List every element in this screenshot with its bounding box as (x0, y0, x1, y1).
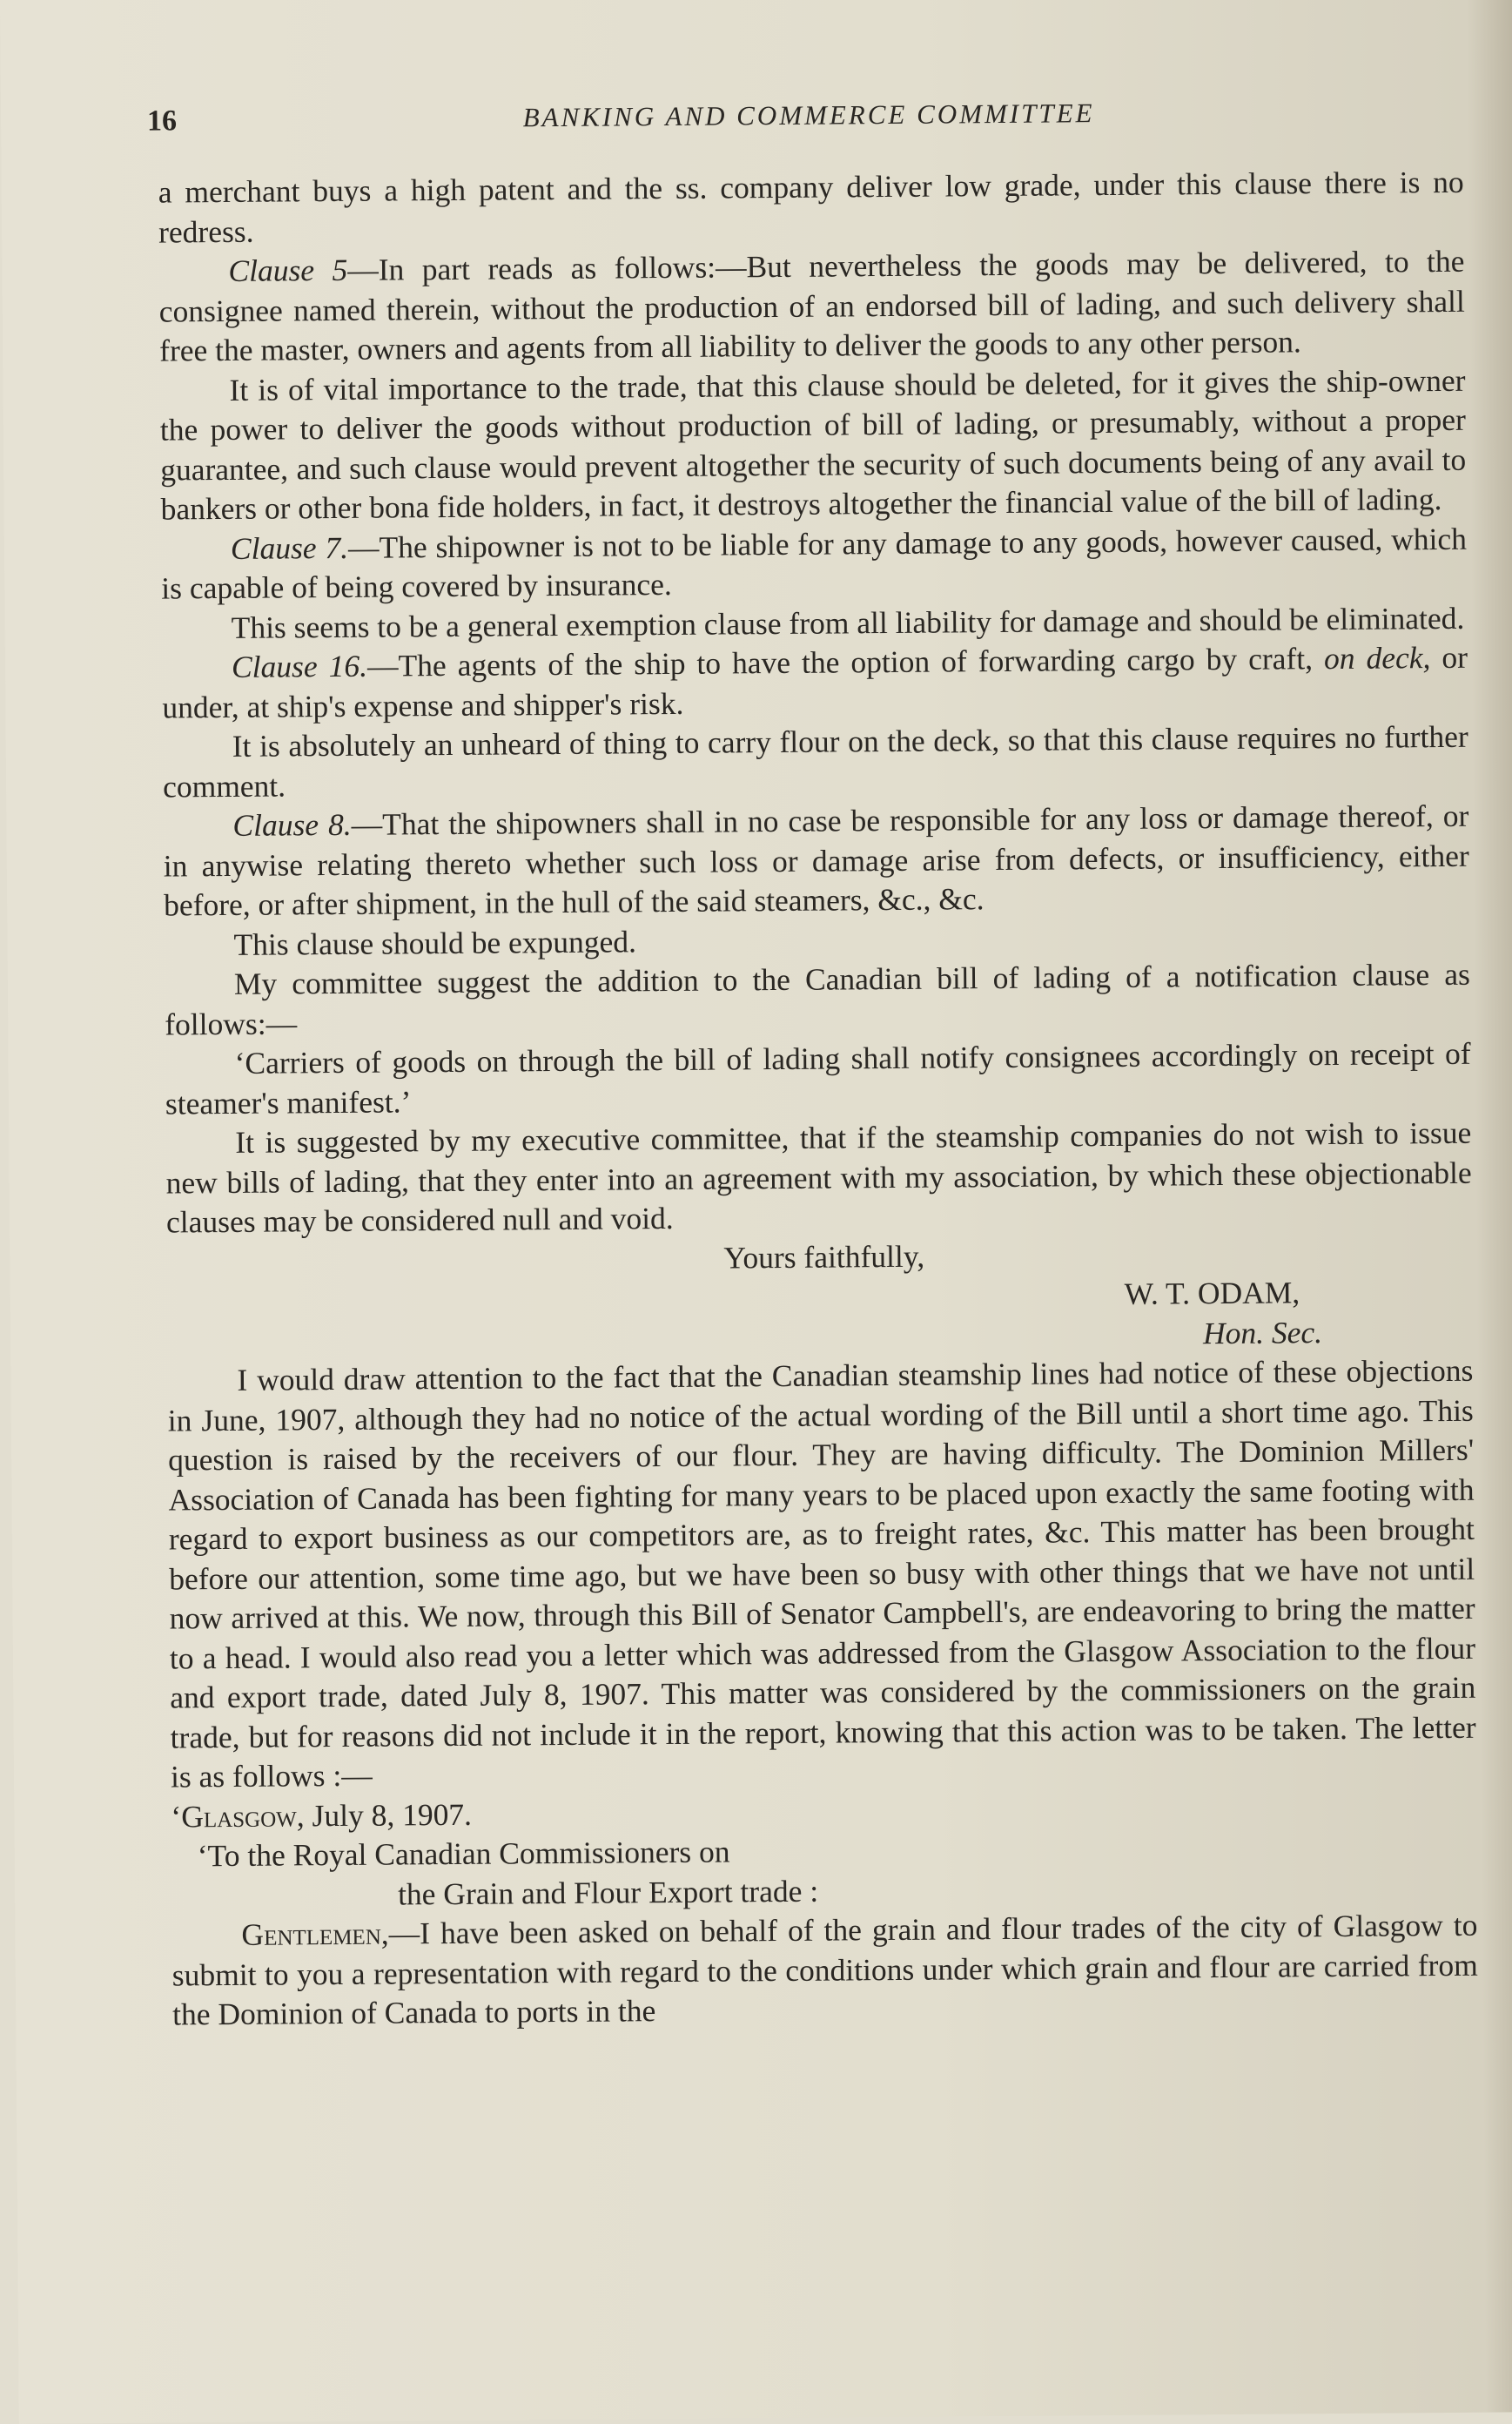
salutation: Gentlemen, (241, 1916, 389, 1952)
clause-7-label: Clause 7. (230, 529, 349, 566)
clause-16-text-a: —The agents of the ship to have the option of forwarding cargo by craft, (366, 641, 1325, 683)
clause-8-label: Clause 8. (232, 806, 352, 843)
paragraph-clause-16 (162, 638, 1468, 728)
address-line-1: ‘To the Royal Canadian Commissioners on (197, 1834, 730, 1874)
address-line-2: the Grain and Flour Export trade : (397, 1873, 819, 1911)
running-head: BANKING AND COMMERCE COMMITTEE (522, 98, 1095, 133)
paragraph-draw-attention: I would draw attention to the fact that the Canadian steamship lines had notice of these objections in June, 1907, although they had no notice of the actual wording of the Bill until a short time ago. This question is raised by the receivers of our flour. They are having difficulty. The Dominion Millers' Association of Canada has been fighting for many years to be placed upon exactly the same footing with regard to export business as our competitors are, as to freight rates, &c. This matter has been brought before our attention, some time ago, but we have been so busy with other things that we have not until now arrived at this. We now, through this Bill of Senator Campbell's, are endeavoring to bring the matter to a head. I would also read you a letter which was addressed from the Glasgow Association to the flour and export trade, dated July 8, 1907. This matter was considered by the commissioners on the grain trade, but for reasons did not include it in the report, knowing that this action was to be taken. The letter is as follows :— (167, 1352, 1476, 1794)
date-open-quote: ‘ (171, 1798, 182, 1835)
clause-8-text: —That the shipowners shall in no case be responsible for any loss or damage thereof, or in anywise relating thereto whether such loss or damage arise from defects, or insufficiency, either before, or after shipment, in the hull of the said steamers, &c., &c. (163, 798, 1469, 923)
clause-5-text: —In part reads as follows:—But nevertheless the goods may be delivered, to the consignee named therein, without the production of an endorsed bill of lading, and such delivery shall free the master, owners and agents from all liability to deliver the goods to any other person. (158, 243, 1465, 368)
paragraph-clause-5 (158, 242, 1465, 371)
date-rest: July 8, 1907. (304, 1796, 473, 1833)
clause-16-on-deck: on deck, (1323, 640, 1431, 677)
paragraph-expunged: This clause should be expunged. (233, 923, 637, 962)
clause-5-label: Clause 5 (228, 252, 348, 288)
clause-16-text-b: or under, at ship's expense and shipper's risk. (162, 639, 1468, 725)
paragraph-unheard-of: It is absolutely an unheard of thing to carry flour on the deck, so that this clause requires no further comment. (162, 718, 1468, 805)
paragraph-vital-importance: It is of vital importance to the trade, that this clause should be deleted, for it gives the ship-owner the power to deliver the goods without production of bill of lading, or presumably, without a proper guarantee, and such clause would prevent altogether the security of such documents being of any avail to bankers or other bona fide holders, in fact, it destroys altogether the financial value of the bill of lading. (159, 362, 1467, 527)
paragraph-executive-committee: It is suggested by my executive committee, that if the steamship companies do not wish to issue new bills of lading, that they enter into an agreement with my association, by which these objectionable clauses may be considered null and void. (165, 1114, 1472, 1240)
date-place: Glasgow, (181, 1797, 305, 1834)
closing-yours-faithfully: Yours faithfully, (723, 1238, 925, 1276)
paragraph-merchant: a merchant buys a high patent and the ss. company deliver low grade, under this clause there is no redress. (158, 164, 1464, 250)
paragraph-gentlemen (171, 1906, 1478, 2035)
clause-7-text: —The shipowner is not to be liable for any damage to any goods, however caused, which is capable of being covered by insurance. (161, 521, 1468, 606)
clause-16-label: Clause 16. (231, 648, 368, 684)
page-body (158, 163, 1479, 2035)
paragraph-general-exemption: This seems to be a general exemption clause from all liability for damage and should be eliminated. (231, 600, 1465, 645)
signer-title: Hon. Sec. (1202, 1314, 1323, 1350)
paragraph-clause-8 (163, 797, 1469, 926)
paragraph-clause-7 (161, 519, 1468, 609)
paragraph-committee-suggest: My committee suggest the addition to the Canadian bill of lading of a notification clause as follows:— (165, 956, 1470, 1042)
page-header (147, 95, 1470, 149)
gentlemen-text: —I have been asked on behalf of the grain and flour trades of the city of Glasgow to submit to you a representation with regard to the conditions under which grain and flour are carried from the Dominion of Canada to ports in the (171, 1907, 1478, 2032)
signer-name: W. T. ODAM, (1124, 1275, 1300, 1311)
paragraph-notification-clause: ‘Carriers of goods on through the bill of lading shall notify consignees accordingly on receipt of steamer's manifest.’ (165, 1035, 1471, 1121)
page-number: 16 (146, 104, 178, 138)
